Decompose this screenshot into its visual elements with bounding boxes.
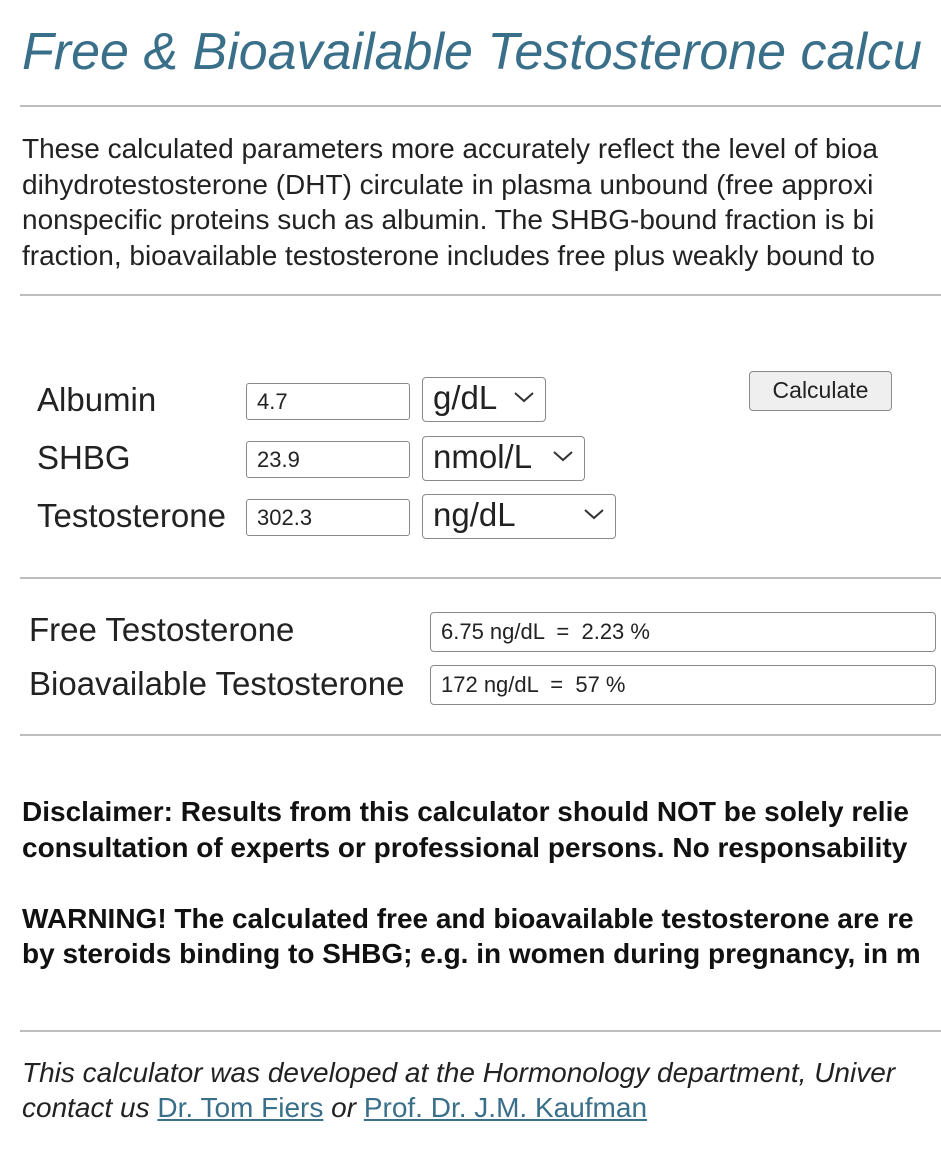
bioavailable-testosterone-result: 172 ng/dL = 57 % (430, 665, 936, 705)
testosterone-unit-select[interactable] (422, 494, 616, 539)
bioavailable-testosterone-label: Bioavailable Testosterone (29, 665, 405, 702)
footer-or-text: or (323, 1092, 364, 1123)
disclaimer-line: consultation of experts or professional persons. No responsability (22, 832, 908, 863)
warning-line: WARNING! The calculated free and bioavailable testosterone are re (22, 903, 914, 934)
footer (22, 1055, 895, 1125)
testosterone-input[interactable] (246, 499, 410, 536)
footer-line: This calculator was developed at the Hormonology department, Univer (22, 1057, 896, 1088)
divider (20, 734, 941, 736)
testosterone-label: Testosterone (37, 497, 226, 534)
divider (20, 1030, 941, 1032)
shbg-unit-select[interactable] (422, 436, 585, 481)
divider (20, 105, 941, 107)
intro-line: nonspecific proteins such as albumin. The SHBG-bound fraction is bi (22, 204, 875, 235)
divider (20, 577, 941, 579)
albumin-unit-value: g/dL (433, 379, 498, 416)
albumin-label: Albumin (37, 381, 157, 418)
shbg-input[interactable] (246, 441, 410, 478)
intro-line: These calculated parameters more accurately reflect the level of bioa (22, 133, 878, 164)
footer-contact-line (22, 1090, 895, 1125)
intro-line: dihydrotestosterone (DHT) circulate in plasma unbound (free approxi (22, 168, 874, 200)
free-testosterone-label: Free Testosterone (29, 611, 295, 648)
shbg-unit-value: nmol/L (433, 438, 533, 475)
divider (20, 294, 941, 296)
page-title: Free & Bioavailable Testosterone calcu (22, 23, 922, 81)
calculate-button[interactable]: Calculate (749, 371, 892, 411)
albumin-unit-select[interactable] (422, 377, 546, 422)
disclaimer-line: Disclaimer: Results from this calculator should NOT be solely relie (22, 796, 909, 827)
footer-contact-prefix: contact us (22, 1092, 158, 1123)
intro-line: fraction, bioavailable testosterone includes free plus weakly bound to (22, 239, 875, 271)
dr-tom-fiers-link[interactable]: Dr. Tom Fiers (157, 1092, 324, 1123)
chevron-down-icon (552, 449, 574, 463)
free-testosterone-result: 6.75 ng/dL = 2.23 % (430, 612, 936, 652)
shbg-label: SHBG (37, 439, 131, 476)
chevron-down-icon (583, 507, 605, 521)
albumin-input[interactable] (246, 383, 410, 420)
intro-paragraph (22, 131, 941, 273)
prof-kaufman-link[interactable]: Prof. Dr. J.M. Kaufman (363, 1092, 648, 1123)
warning-line: by steroids binding to SHBG; e.g. in women during pregnancy, in m (22, 938, 921, 969)
testosterone-unit-value: ng/dL (433, 496, 516, 533)
chevron-down-icon (513, 390, 535, 404)
